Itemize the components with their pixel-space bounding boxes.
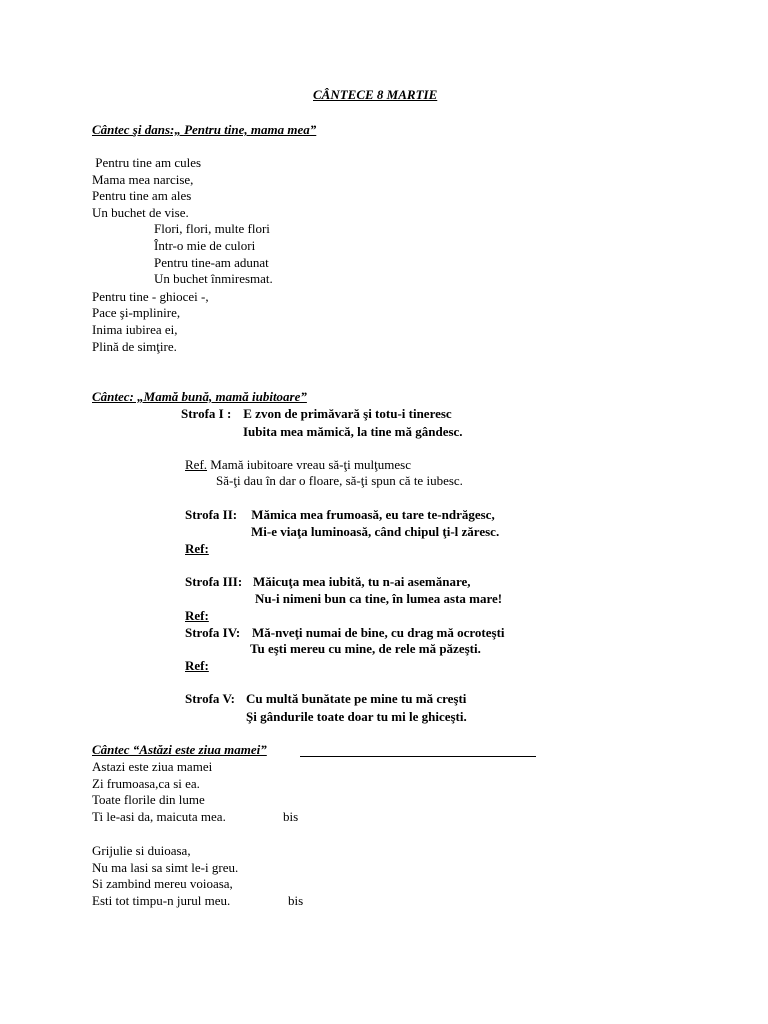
strofa-label: Strofa II: <box>185 507 238 522</box>
song1-line: Pentru tine am ales <box>92 188 192 203</box>
refrain-line <box>185 457 411 472</box>
strofa-line: Măicuţa mea iubită, tu n-ai asemănare, <box>253 574 471 589</box>
strofa-line: Tu eşti mereu cu mine, de rele mă păzeşti. <box>250 641 481 656</box>
song3-line: Esti tot timpu-n jurul meu. <box>92 893 231 908</box>
song2-heading: Cântec: „Mamă bună, mamă iubitoare” <box>92 389 307 404</box>
refrain-marker: Ref: <box>185 608 209 623</box>
refrain-marker: Ref: <box>185 658 209 673</box>
strofa-label: Strofa V: <box>185 691 235 706</box>
song1-line: Pace şi-mplinire, <box>92 305 181 320</box>
strofa-line: Nu-i nimeni bun ca tine, în lumea asta mare! <box>255 591 503 606</box>
strofa-label: Strofa III: <box>185 574 243 589</box>
song3-line: Zi frumoasa,ca si ea. <box>92 776 200 791</box>
strofa-label: Strofa IV: <box>185 625 241 640</box>
song1-line: Mama mea narcise, <box>92 172 194 187</box>
song1-chorus-line: Flori, flori, multe flori <box>154 221 270 236</box>
song3-line: Toate florile din lume <box>92 792 205 807</box>
strofa-line: Mi-e viaţa luminoasă, când chipul ţi-l zăresc. <box>251 524 500 539</box>
song3-line: Ti le-asi da, maicuta mea. <box>92 809 226 824</box>
refrain-line: Să-ţi dau în dar o floare, să-ţi spun că te iubesc. <box>216 473 463 488</box>
bis-marker: bis <box>283 809 299 824</box>
song3-heading: Cântec “Astăzi este ziua mamei” <box>92 742 267 757</box>
song1-line: Inima iubirea ei, <box>92 322 178 337</box>
song1-line: Un buchet de vise. <box>92 205 189 220</box>
song1-line: Plină de simţire. <box>92 339 177 354</box>
strofa-line: Mă-nveţi numai de bine, cu drag mă ocroteşti <box>252 625 505 640</box>
refrain-marker: Ref: <box>185 541 209 556</box>
song1-chorus-line: Pentru tine-am adunat <box>154 255 269 270</box>
strofa-label: Strofa I : <box>181 406 232 421</box>
song1-heading: Cântec şi dans:„ Pentru tine, mama mea” <box>92 122 317 137</box>
refrain-label: Ref. <box>185 457 208 472</box>
song3-line: Grijulie si duioasa, <box>92 843 191 858</box>
bis-marker: bis <box>288 893 304 908</box>
strofa-line: Mămica mea frumoasă, eu tare te-ndrăgesc, <box>248 507 495 522</box>
song1-chorus-line: Într-o mie de culori <box>154 238 256 253</box>
song3-line: Astazi este ziua mamei <box>92 759 213 774</box>
song1-line: Pentru tine - ghiocei -, <box>92 289 209 304</box>
strofa-line: E zvon de primăvară şi totu-i tineresc <box>240 406 452 421</box>
strofa-line: Cu multă bunătate pe mine tu mă creşti <box>246 691 467 706</box>
song1-chorus-line: Un buchet înmiresmat. <box>154 271 273 286</box>
song3-line: Nu ma lasi sa simt le-i greu. <box>92 860 239 875</box>
strofa-line: Şi gândurile toate doar tu mi le ghiceşti. <box>246 709 467 724</box>
strofa-line: Iubita mea mămică, la tine mă gândesc. <box>243 424 463 439</box>
refrain-text: Mamă iubitoare vreau să-ţi mulţumesc <box>207 457 411 472</box>
song3-line: Si zambind mereu voioasa, <box>92 876 233 891</box>
heading-underline <box>300 756 536 757</box>
page-title: CÂNTECE 8 MARTIE <box>313 87 438 102</box>
song1-line: Pentru tine am cules <box>92 155 202 170</box>
